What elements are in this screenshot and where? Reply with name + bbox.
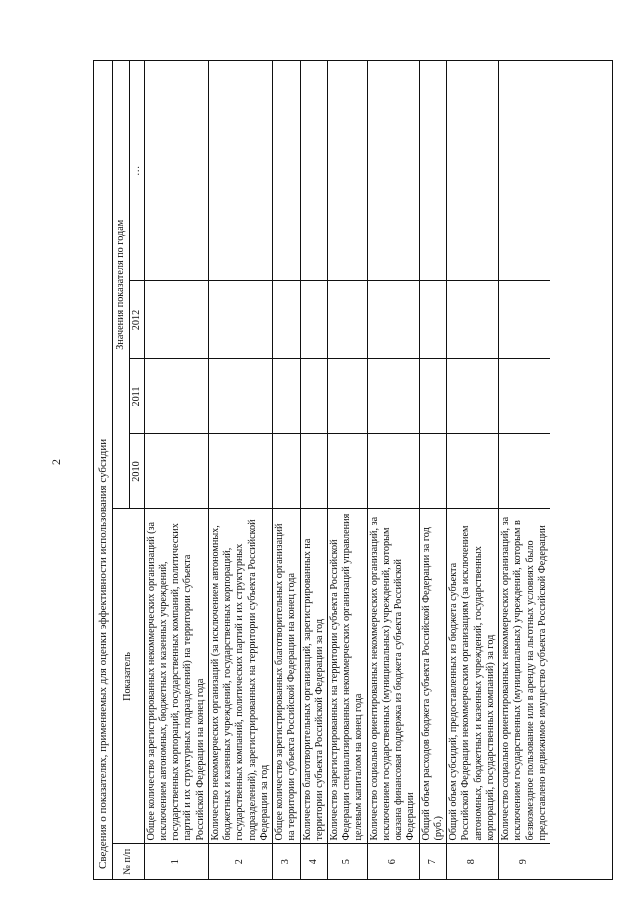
value-cell xyxy=(367,61,419,281)
value-cell xyxy=(273,61,300,281)
value-cell xyxy=(208,434,272,509)
row-number: 6 xyxy=(367,844,419,879)
row-indicator: Количество благотворительных организаций, зарегистрированных на территории субъекта Российской Федерации за год xyxy=(300,509,327,844)
row-indicator: Количество социально ориентированных некоммерческих организаций, за исключением государственных (муниципальных) учреждений, которым в безвозмездное пользование или в аренду на льготных условиях было предоставлено недвижимое имущество субъекта Российской Федерации xyxy=(499,509,550,844)
value-cell xyxy=(328,359,368,434)
header-year: 2012 xyxy=(129,281,144,359)
row-indicator: Общее количество зарегистрированных некоммерческих организаций (за исключением автономных, бюджетных и казенных учреждений, государственных корпораций, государственных компаний, политических партий и их структурных подразделений) на территории субъекта Российской Федерации на конец года xyxy=(144,509,208,844)
table-row xyxy=(300,61,327,879)
value-cell xyxy=(499,281,550,359)
value-cell xyxy=(300,434,327,509)
row-number: 5 xyxy=(328,844,368,879)
value-cell xyxy=(419,359,446,434)
value-cell xyxy=(419,61,446,281)
value-cell xyxy=(300,61,327,281)
document-sheet xyxy=(93,60,613,880)
header-values-group: Значения показателя по годам xyxy=(113,61,129,509)
table-row xyxy=(273,61,300,879)
value-cell xyxy=(208,61,272,281)
table-row xyxy=(367,61,419,879)
row-number: 7 xyxy=(419,844,446,879)
value-cell xyxy=(499,359,550,434)
row-number: 9 xyxy=(499,844,550,879)
value-cell xyxy=(447,434,499,509)
value-cell xyxy=(419,434,446,509)
value-cell xyxy=(367,359,419,434)
row-indicator: Общее количество зарегистрированных благотворительных организаций на территории субъекта Российской Федерации на конец года xyxy=(273,509,300,844)
header-year: 2010 xyxy=(129,434,144,509)
row-indicator: Общий объем субсидий, предоставленных из бюджета субъекта Российской Федерации некоммерческим организациям (за исключением автономных, бюджетных и казенных учреждений, государственных корпораций, государственных компаний) за год xyxy=(447,509,499,844)
table-row xyxy=(499,61,550,879)
row-indicator: Количество социально ориентированных некоммерческих организаций, за исключением государственных (муниципальных) учреждений, которым оказана финансовая поддержка из бюджета субъекта Российской Федерации xyxy=(367,509,419,844)
value-cell xyxy=(273,359,300,434)
table-row xyxy=(328,61,368,879)
table-row xyxy=(144,61,208,879)
value-cell xyxy=(367,281,419,359)
row-number: 4 xyxy=(300,844,327,879)
value-cell xyxy=(447,61,499,281)
value-cell xyxy=(447,359,499,434)
value-cell xyxy=(419,281,446,359)
row-indicator: Количество некоммерческих организаций (за исключением автономных, бюджетных и казенных учреждений, государственных корпораций, государственных компаний, политических партий и их структурных подразделений), зарегистрированных на территории субъекта Российской Федерации за год xyxy=(208,509,272,844)
page-number: 2 xyxy=(49,459,63,465)
row-number: 3 xyxy=(273,844,300,879)
value-cell xyxy=(328,281,368,359)
value-cell xyxy=(144,359,208,434)
value-cell xyxy=(144,281,208,359)
table-row xyxy=(447,61,499,879)
value-cell xyxy=(144,61,208,281)
value-cell xyxy=(499,61,550,281)
header-year: 2011 xyxy=(129,359,144,434)
table-row xyxy=(208,61,272,879)
value-cell xyxy=(300,281,327,359)
table-row xyxy=(419,61,446,879)
value-cell xyxy=(273,281,300,359)
value-cell xyxy=(144,434,208,509)
value-cell xyxy=(208,359,272,434)
value-cell xyxy=(273,434,300,509)
row-indicator: Количество зарегистрированных на территории субъекта Российской Федерации специализированных некоммерческих организаций управления целевым капиталом на конец года xyxy=(328,509,368,844)
row-number: 2 xyxy=(208,844,272,879)
value-cell xyxy=(367,434,419,509)
header-num: № п/п xyxy=(113,844,144,879)
row-number: 1 xyxy=(144,844,208,879)
header-year: … xyxy=(129,61,144,281)
row-number: 8 xyxy=(447,844,499,879)
value-cell xyxy=(208,281,272,359)
indicators-table xyxy=(113,61,550,879)
value-cell xyxy=(300,359,327,434)
value-cell xyxy=(328,434,368,509)
row-indicator: Общий объем расходов бюджета субъекта Российской Федерации за год (руб.) xyxy=(419,509,446,844)
value-cell xyxy=(447,281,499,359)
header-indicator: Показатель xyxy=(113,509,144,844)
rotated-document xyxy=(93,60,613,880)
value-cell xyxy=(328,61,368,281)
value-cell xyxy=(499,434,550,509)
table-title: Сведения о показателях, применяемых для оценки эффективности использования субсидии xyxy=(94,61,113,879)
